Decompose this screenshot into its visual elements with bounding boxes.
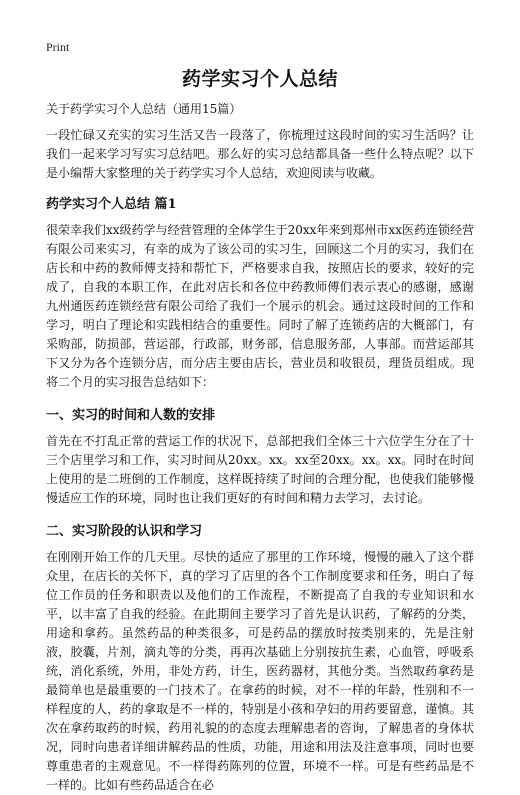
section-paragraph-3: 在刚刚开始工作的几天里。尽快的适应了那里的工作环境，慢慢的融入了这个群众里，在店长的关怀下，真的学习了店里的各个工作制度要求和任务，明白了每位工作员的任务和职责以及他们的工作流程，不断提高了自我的专业知识和水平，以丰富了自我的经验。在此期间主要学习了首先是认识药，了解药的分类，用途和拿药。虽然药品的种类很多，可是药品的摆放时按类别来的，先是注射液，胶囊，片剂，滴丸等的分类，再再次基础上分别按抗生素，心血管，呼吸系统，消化系统，外用，非处方药，计生，医药器材，其他分类。当然取药拿药是最简单也是最重要的一门技术了。在拿药的时候，对不一样的年龄，性别和不一样程度的人，药的拿取是不一样的，特别是小孩和孕妇的用药要留意，谨慎。其次在拿药取药的时候，药用礼貌的的态度去理解患者的咨询，了解患者的身体状况，同时向患者详细讲解药品的性质，功能，用途和用法及注意事项，同时也要尊重患者的主观意见。不一样得药陈列的位置，环境不一样。可是有些药品是不一样的。比如有些药品适合在必 <box>46 550 474 792</box>
section-heading-2: 一、实习的时间和人数的安排 <box>46 408 216 423</box>
section-paragraph-2: 首先在不打乱正常的营运工作的状况下，总部把我们全体三十六位学生分在了十三个店里学习和工作，实习时间从20xx。xx。xx至20xx。xx。xx。同时在时间上使用的是二班倒的工作制度，这样既持续了时间的合理分配，也使我们能够慢慢适应工作的环境，同时也让我们更好的有时间和精力去学习，去讨论。 <box>46 434 474 505</box>
document-body <box>46 64 474 795</box>
section-paragraph-1: 很荣幸我们xx级药学与经营管理的全体学生于20xx年来到郑州市xx医药连锁经营有限公司来实习，有幸的成为了该公司的实习生，回顾这二个月的实习，我们在店长和中药的教师傅支持和帮忙下，严格要求自我，按照店长的要求，较好的完成了，自我的本职工作，在此对店长和各位中药教师傅们表示衷心的感谢，感谢九州通医药连锁经营有限公司给了我们一个展示的机会。通过这段时间的工作和学习，明白了理论和实践相结合的重要性。同时了解了连锁药店的大概部门，有采购部，防损部，营运部，行政部，财务部，信息服务部，人事部。而营运部其下又分为各个连锁分店，而分店主要由店长，营业员和收银员，理货员组成。现将二个月的实习报告总结如下： <box>46 223 474 389</box>
document-subtitle: 关于药学实习个人总结（通用15篇） <box>46 102 242 116</box>
print-link[interactable]: Print <box>46 40 70 54</box>
section-heading-3: 二、实习阶段的认识和学习 <box>46 524 203 539</box>
page-title: 药学实习个人总结 <box>181 68 338 90</box>
section-heading-1: 药学实习个人总结 篇1 <box>46 197 177 212</box>
intro-paragraph: 一段忙碌又充实的实习生活又告一段落了，你梳理过这段时间的实习生活吗？让我们一起来学习写实习总结吧。那么好的实习总结都具备一些什么特点呢？以下是小编帮大家整理的关于药学实习个人总结，欢迎阅读与收藏。 <box>46 128 474 180</box>
